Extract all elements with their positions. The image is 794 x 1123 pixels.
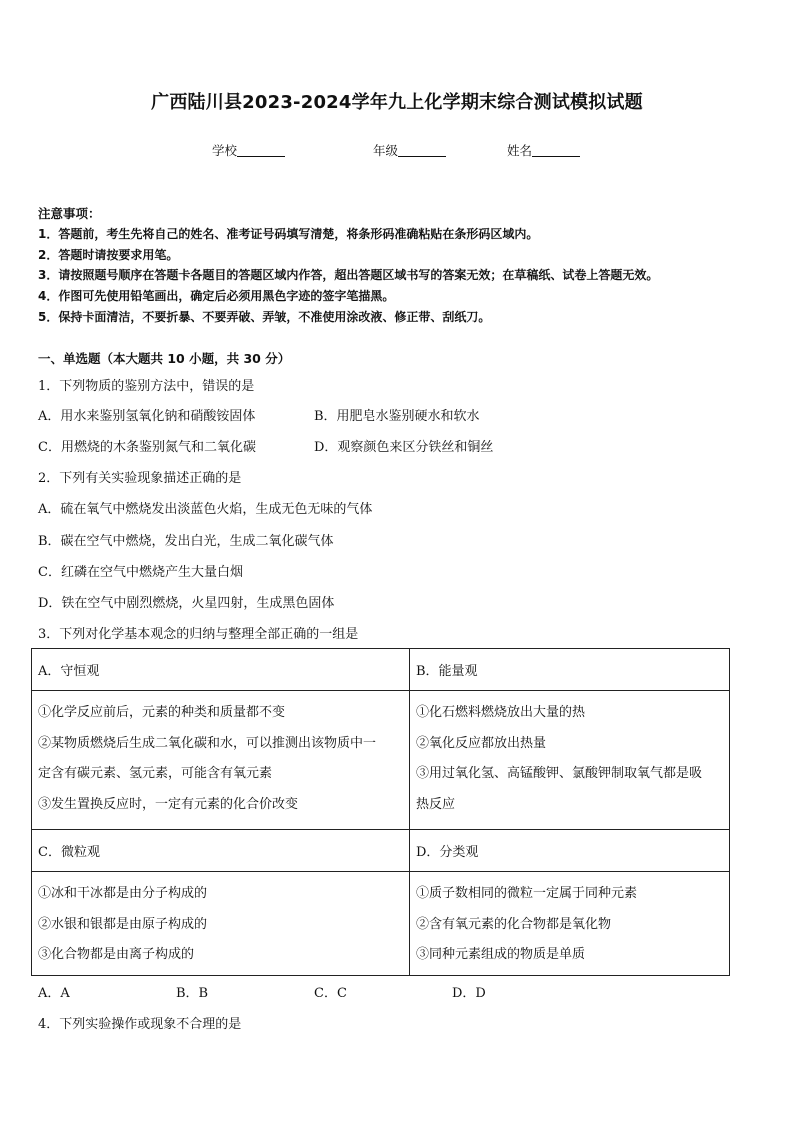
q1-stem: 1．下列物质的鉴别方法中，错误的是 — [38, 379, 255, 394]
table-cell-c-head: C．微粒观 — [32, 830, 410, 872]
q3-option-b[interactable]: B．B — [176, 986, 209, 1001]
table-line: ③化合物都是由离子构成的 — [38, 947, 195, 962]
table-line: ③用过氧化氢、高锰酸钾、氯酸钾制取氧气都是吸 — [416, 766, 703, 781]
school-blank[interactable] — [237, 144, 285, 157]
q3-table — [31, 648, 730, 976]
note-item: 2．答题时请按要求用笔。 — [38, 248, 179, 262]
note-item: 5．保持卡面清洁，不要折暴、不要弄破、弄皱，不准使用涂改液、修正带、刮纸刀。 — [38, 310, 491, 324]
table-line: ②某物质燃烧后生成二氧化碳和水，可以推测出该物质中一 — [38, 735, 377, 751]
table-line: ①冰和干冰都是由分子构成的 — [38, 886, 208, 901]
table-line: ②氧化反应都放出热量 — [416, 735, 547, 751]
notes-heading: 注意事项： — [38, 206, 101, 221]
note-item: 4．作图可先使用铅笔画出，确定后必须用黑色字迹的签字笔描黑。 — [38, 289, 395, 303]
table-line: ①化石燃料燃烧放出大量的热 — [416, 705, 586, 720]
q3-option-d[interactable]: D．D — [452, 986, 486, 1001]
q3-option-a[interactable]: A．A — [38, 986, 70, 1001]
table-line: 定含有碳元素、氢元素，可能含有氧元素 — [38, 766, 273, 781]
q4-stem: 4．下列实验操作或现象不合理的是 — [38, 1017, 242, 1032]
grade-field — [373, 141, 446, 159]
table-line: ②水银和银都是由原子构成的 — [38, 916, 208, 932]
table-line: ③同种元素组成的物质是单质 — [416, 947, 586, 962]
school-label: 学校 — [212, 143, 238, 158]
table-cell-d-head: D．分类观 — [410, 830, 730, 872]
school-field — [212, 141, 285, 159]
table-cell-a-body — [32, 691, 410, 830]
table-cell-b-head: B．能量观 — [410, 649, 730, 691]
table-cell-d-body — [410, 872, 730, 976]
q1-option-c[interactable]: C．用燃烧的木条鉴别氮气和二氧化碳 — [38, 440, 256, 455]
page-title: 广西陆川县2023-2024学年九上化学期末综合测试模拟试题 — [151, 92, 643, 113]
table-line: ①化学反应前后，元素的种类和质量都不变 — [38, 705, 286, 720]
grade-label: 年级 — [373, 143, 399, 158]
q1-option-d[interactable]: D．观察颜色来区分铁丝和铜丝 — [314, 440, 494, 455]
table-line: ①质子数相同的微粒一定属于同种元素 — [416, 886, 638, 901]
name-label: 姓名 — [507, 143, 533, 158]
q2-option-c[interactable]: C．红磷在空气中燃烧产生大量白烟 — [38, 565, 243, 580]
q3-option-c[interactable]: C．C — [314, 986, 347, 1001]
q1-option-a[interactable]: A．用水来鉴别氢氧化钠和硝酸铵固体 — [38, 409, 256, 424]
note-item: 1．答题前，考生先将自己的姓名、准考证号码填写清楚，将条形码准确粘贴在条形码区域内。 — [38, 227, 539, 241]
section-heading: 一、单选题（本大题共 10 小题，共 30 分） — [38, 351, 291, 366]
q1-option-b[interactable]: B．用肥皂水鉴别硬水和软水 — [314, 409, 480, 424]
table-line: 热反应 — [416, 796, 456, 812]
q2-option-d[interactable]: D．铁在空气中剧烈燃烧，火星四射，生成黑色固体 — [38, 596, 335, 611]
table-cell-c-body — [32, 872, 410, 976]
table-line: ②含有氧元素的化合物都是氧化物 — [416, 916, 612, 932]
q2-option-b[interactable]: B．碳在空气中燃烧，发出白光，生成二氧化碳气体 — [38, 534, 334, 549]
table-cell-b-body — [410, 691, 730, 830]
q3-stem: 3．下列对化学基本观念的归纳与整理全部正确的一组是 — [38, 627, 359, 642]
table-line: ③发生置换反应时，一定有元素的化合价改变 — [38, 796, 299, 812]
q2-option-a[interactable]: A．硫在氧气中燃烧发出淡蓝色火焰，生成无色无味的气体 — [38, 502, 373, 517]
note-item: 3．请按照题号顺序在答题卡各题目的答题区域内作答，超出答题区域书写的答案无效；在草稿纸、试卷上答题无效。 — [38, 268, 659, 282]
grade-blank[interactable] — [398, 144, 446, 157]
name-blank[interactable] — [532, 144, 580, 157]
name-field — [507, 141, 580, 159]
q2-stem: 2．下列有关实验现象描述正确的是 — [38, 471, 242, 486]
student-info-row — [0, 141, 794, 159]
table-cell-a-head: A．守恒观 — [32, 649, 410, 691]
